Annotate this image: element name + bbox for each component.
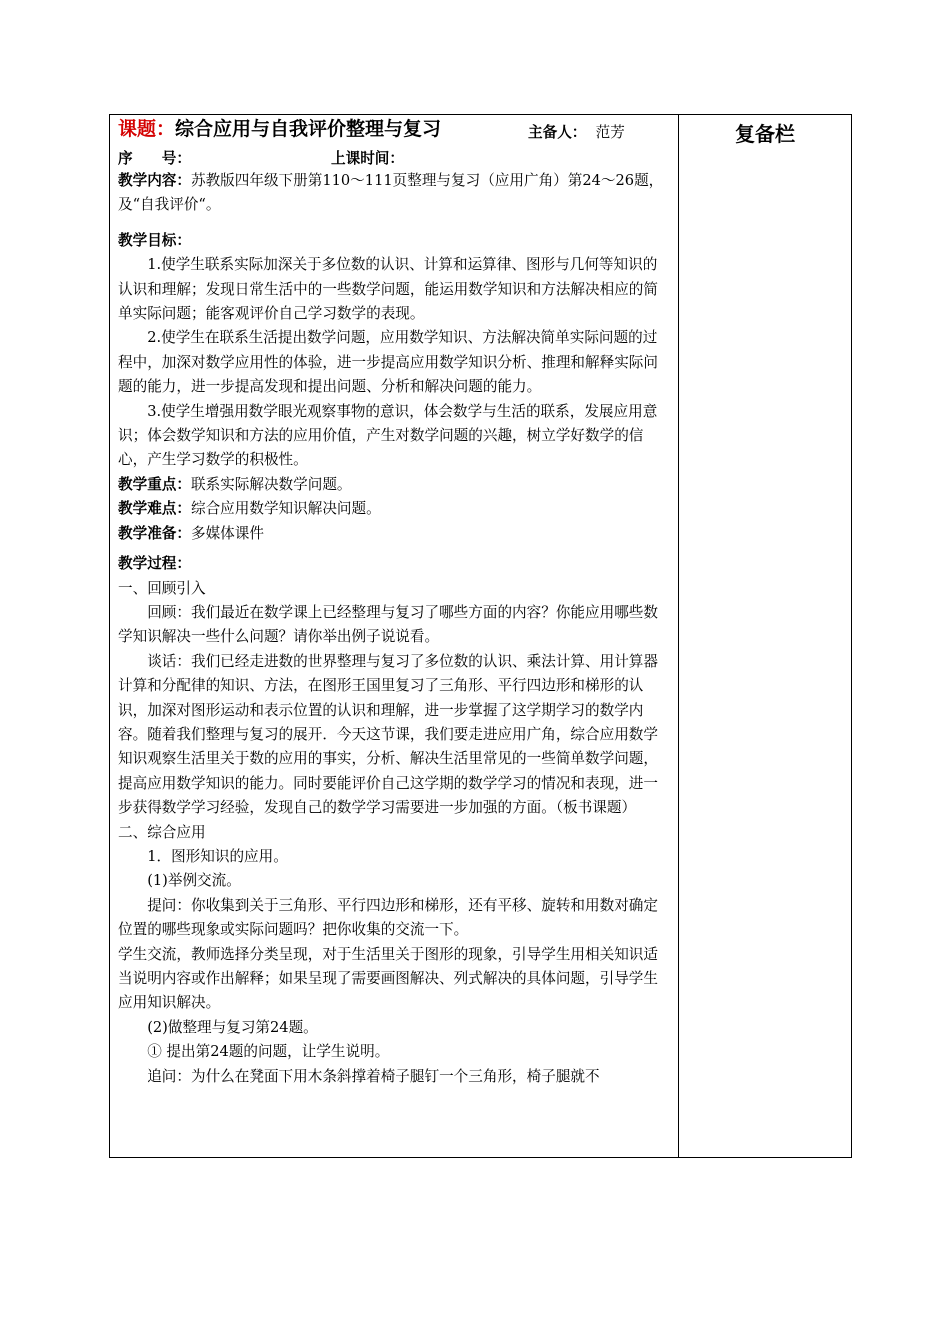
objective-item-3: 3.使学生增强用数学眼光观察事物的意识，体会数学与生活的联系，发展应用意识；体会数学知识和方法的应用价值，产生对数学问题的兴趣，树立学好数学的信心，产生学习数学的积极性。 — [118, 402, 658, 469]
process-label: 教学过程： — [118, 555, 191, 573]
student-paragraph: 学生交流，教师选择分类呈现，对于生活里关于图形的现象，引导学生用相关知识适当说明内容或作出解释；如果呈现了需要画图解决、列式解决的具体问题，引导学生应用知识解决。 — [118, 945, 658, 1012]
preparation-label: 教学准备： — [118, 524, 191, 542]
key-point — [118, 473, 670, 497]
title-label: 课题： — [118, 118, 176, 140]
difficulty — [118, 497, 670, 521]
key-point-label: 教学重点： — [118, 475, 191, 493]
follow-up-paragraph: 追问：为什么在凳面下用木条斜撑着椅子腿钉一个三角形，椅子腿就不 — [147, 1067, 600, 1085]
side-column — [679, 115, 852, 1158]
objective-item-1: 1.使学生联系实际加深关于多位数的认识、计算和运算律、图形与几何等知识的认识和理解；发现日常生活中的一些数学问题，能运用数学知识和方法解决相应的简单实际问题；能客观评价自己学习数学的表现。 — [118, 256, 658, 323]
objective-item-2: 2.使学生在联系生活提出数学问题，应用数学知识、方法解决简单实际问题的过程中，加深对数学应用性的体验，进一步提高应用数学知识分析、推理和解释实际问题的能力，进一步提高发现和提出问题、分析和解决问题的能力。 — [118, 329, 658, 396]
preparation — [118, 522, 670, 546]
preparer — [528, 121, 625, 145]
subsection-1b: (2)做整理与复习第24题。 — [147, 1018, 318, 1036]
meta-row — [118, 147, 670, 169]
subsection-1: 1．图形知识的应用。 — [147, 847, 288, 865]
key-point-text: 联系实际解决数学问题。 — [190, 475, 352, 493]
title-row — [118, 117, 670, 147]
preparer-label: 主备人： — [528, 124, 587, 141]
sequence-label: 序 号： — [118, 150, 191, 167]
step-1: ① 提出第24题的问题，让学生说明。 — [147, 1043, 390, 1061]
section-1-title: 一、回顾引入 — [118, 579, 206, 597]
talk-paragraph: 谈话：我们已经走进数的世界整理与复习了多位数的认识、乘法计算、用计算器计算和分配律的知识、方法，在图形王国里复习了三角形、平行四边形和梯形的认识，加深对图形运动和表示位置的认识和理解，进一步掌握了这学期学习的数学内容。随着我们整理与复习的展开．今天这节课，我们要走进应用广角，综合应用数学知识观察生活里关于数的应用的事实，分析、解决生活里常见的一些简单数学问题，提高应用数学知识的能力。同时要能评价自己这学期的数学学习的情况和表现，进一步获得数学学习经验，发现自己的数学学习需要进一步加强的方面。（板书课题） — [118, 652, 658, 817]
review-paragraph: 回顾：我们最近在数学课上已经整理与复习了哪些方面的内容？你能应用哪些数学知识解决一些什么问题？请你举出例子说说看。 — [118, 603, 658, 646]
difficulty-label: 教学难点： — [118, 500, 191, 518]
preparer-name: 范芳 — [595, 124, 625, 141]
question-paragraph: 提问：你收集到关于三角形、平行四边形和梯形，还有平移、旋转和用数对确定位置的哪些现象或实际问题吗？把你收集的交流一下。 — [118, 896, 658, 939]
class-time-label: 上课时间： — [331, 150, 404, 167]
lesson-title: 综合应用与自我评价整理与复习 — [175, 118, 442, 140]
difficulty-text: 综合应用数学知识解决问题。 — [190, 500, 381, 518]
teaching-content — [118, 169, 670, 218]
lesson-plan-table — [109, 114, 852, 1158]
teaching-content-label: 教学内容： — [118, 172, 191, 189]
section-2-title: 二、综合应用 — [118, 823, 206, 841]
preparation-text: 多媒体课件 — [190, 524, 264, 542]
main-column — [110, 115, 679, 1158]
side-column-title: 复备栏 — [735, 122, 795, 146]
teaching-content-text: 苏教版四年级下册第110～111页整理与复习（应用广角）第24～26题，及“自我评价“。 — [118, 172, 664, 214]
objectives-label: 教学目标： — [118, 231, 191, 249]
subsection-1a: (1)举例交流。 — [147, 872, 241, 890]
